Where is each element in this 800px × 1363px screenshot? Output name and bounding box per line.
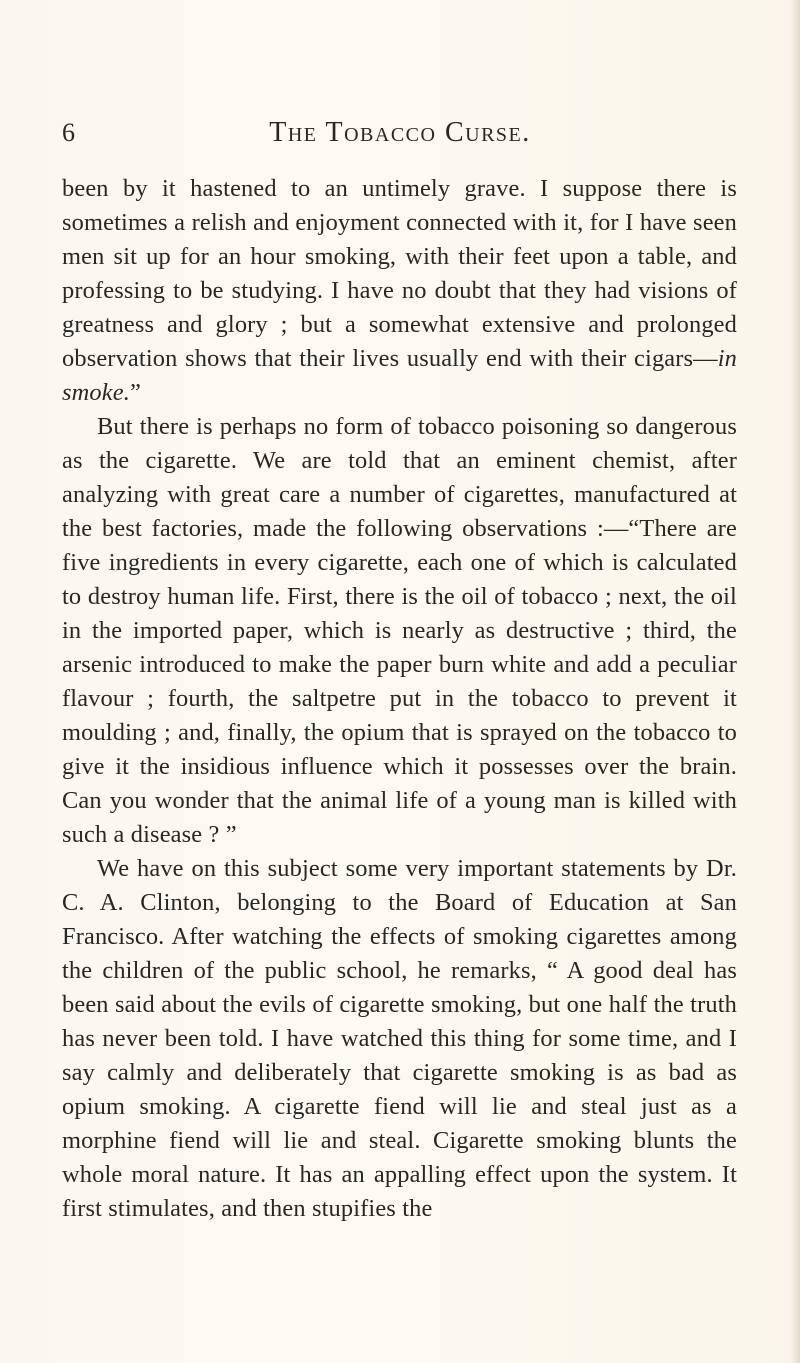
paragraph: We have on this subject some very important statements by Dr. C. A. Clinton, belonging to the Board of Education at San Francisco. After watching the effects of smoking cigarettes among the children of the public school, he remarks, “ A good deal has been said about the evils of cigarette smoking, but one half the truth has never been told. I have watched this thing for some time, and I say calmly and deliberately that cigarette smoking is as bad as opium smoking. A cigarette fiend will lie and steal just as a morphine fiend will lie and steal. Cigarette smoking blunts the whole moral nature. It has an appalling effect upon the system. It first stimulates, and then stupifies the bbox=[62, 855, 737, 1222]
page-edge-shadow bbox=[790, 0, 800, 1363]
italic-phrase: in smoke. bbox=[62, 345, 737, 406]
body-text bbox=[62, 172, 737, 1226]
page-number: 6 bbox=[62, 118, 76, 147]
paragraph: But there is perhaps no form of tobacco poisoning so dangerous as the cigarette. We are told that an eminent chemist, after analyzing with great care a number of cigarettes, manufactured at the best factories, made the following observations :—“There are five ingredients in every cigarette, each one of which is calculated to destroy human life. First, there is the oil of tobacco ; next, the oil in the imported paper, which is nearly as destructive ; third, the arsenic introduced to make the paper burn white and add a peculiar flavour ; fourth, the saltpetre put in the tobacco to prevent it moulding ; and, finally, the opium that is sprayed on the tobacco to give it the insidious influence which it possesses over the brain. Can you wonder that the animal life of a young man is killed with such a disease ? ” bbox=[62, 413, 737, 848]
running-head: The Tobacco Curse. bbox=[269, 117, 531, 148]
closing-quote: ” bbox=[129, 379, 141, 406]
page-header bbox=[62, 113, 738, 153]
paragraph bbox=[62, 172, 737, 410]
paragraph-text: been by it hastened to an untimely grave. I suppose there is sometimes a relish and enjoyment connected with it, for I have seen men sit up for an hour smoking, with their feet upon a table, and professing to be studying. I have no doubt that they had visions of greatness and glory ; but a somewhat extensive and prolonged observation shows that their lives usually end with their cigars— bbox=[62, 175, 737, 372]
